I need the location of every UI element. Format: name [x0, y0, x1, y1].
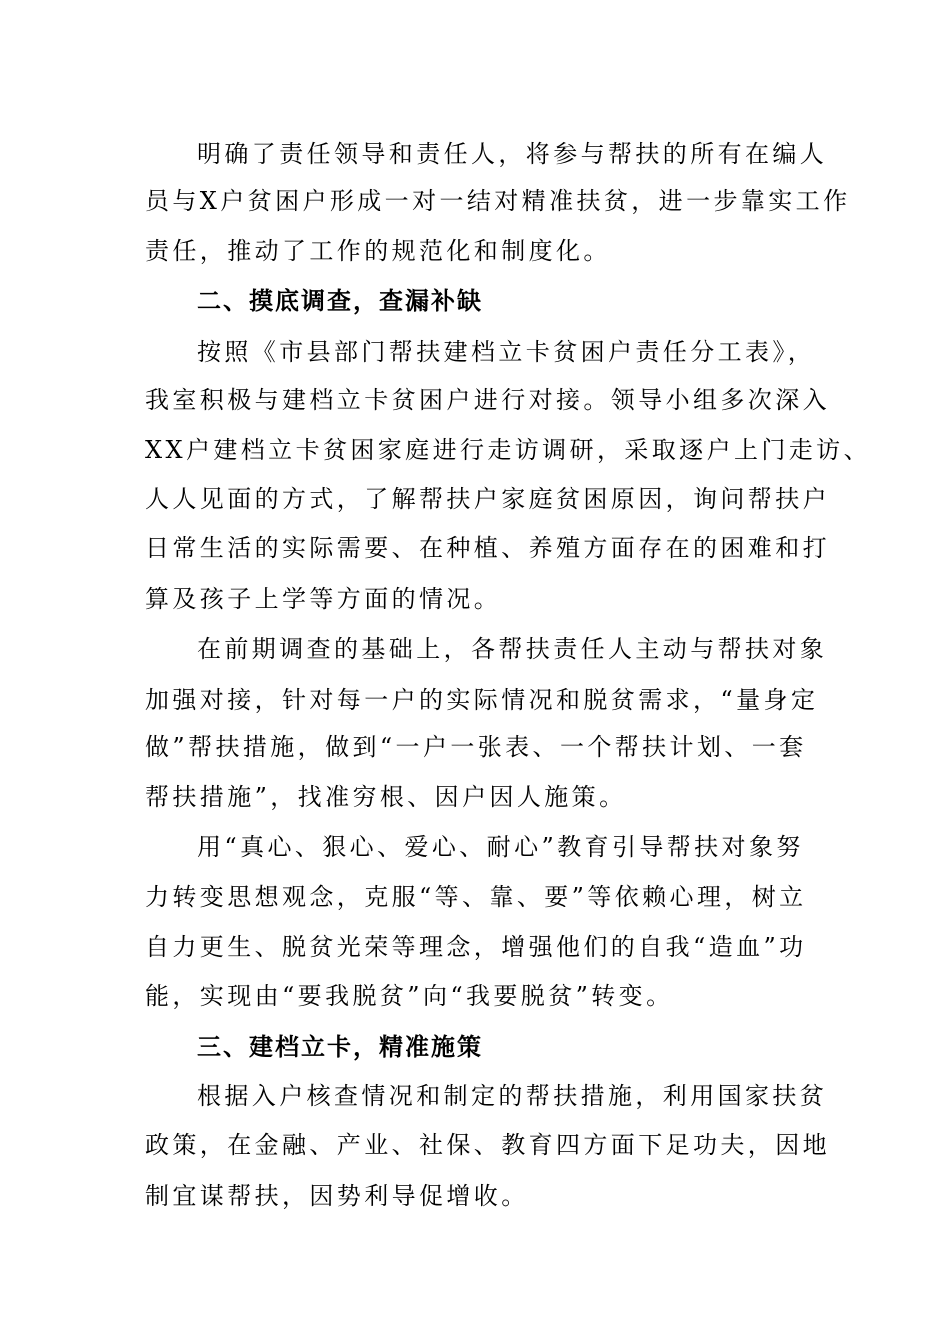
paragraph-line: 人人见面的方式，了解帮扶户家庭贫困原因，询问帮扶户 [145, 485, 830, 513]
paragraph-line: 自力更生、脱贫光荣等理念，增强他们的自我“造血”功 [145, 933, 807, 961]
section-heading: 三、建档立卡，精准施策 [197, 1032, 483, 1061]
paragraph-line: 制宜谋帮扶，因势利导促增收。 [145, 1182, 529, 1210]
paragraph-line: 根据入户核查情况和制定的帮扶措施，利用国家扶贫 [197, 1082, 828, 1110]
section-heading: 二、摸底调查，查漏补缺 [197, 286, 483, 315]
paragraph-line: 在前期调查的基础上，各帮扶责任人主动与帮扶对象 [197, 635, 828, 663]
paragraph-line: 帮扶措施”，找准穷根、因户因人施策。 [145, 783, 627, 811]
paragraph-line: 加强对接，针对每一户的实际情况和脱贫需求，“量身定 [145, 686, 819, 714]
paragraph-line: 算及孩子上学等方面的情况。 [145, 585, 502, 613]
paragraph-line: 我室积极与建档立卡贫困户进行对接。领导小组多次深入 [145, 386, 830, 414]
paragraph-line: XX户建档立卡贫困家庭进行走访调研，采取逐户上门走访、 [145, 436, 871, 464]
paragraph-line: 明确了责任领导和责任人，将参与帮扶的所有在编人 [197, 140, 828, 168]
paragraph-line: 按照《市县部门帮扶建档立卡贫困户责任分工表》， [197, 338, 816, 366]
paragraph-line: 员与X户贫困户形成一对一结对精准扶贫，进一步靠实工作 [145, 187, 851, 215]
paragraph-line: 用“真心、狠心、爱心、耐心”教育引导帮扶对象努 [197, 833, 804, 861]
paragraph-line: 政策，在金融、产业、社保、教育四方面下足功夫，因地 [145, 1131, 830, 1159]
paragraph-line: 日常生活的实际需要、在种植、养殖方面存在的困难和打 [145, 534, 830, 562]
paragraph-line: 能，实现由“要我脱贫”向“我要脱贫”转变。 [145, 982, 674, 1010]
paragraph-line: 做”帮扶措施，做到“一户一张表、一个帮扶计划、一套 [145, 733, 807, 761]
paragraph-line: 责任，推动了工作的规范化和制度化。 [145, 237, 611, 265]
paragraph-line: 力转变思想观念，克服“等、靠、要”等依赖心理，树立 [145, 883, 807, 911]
